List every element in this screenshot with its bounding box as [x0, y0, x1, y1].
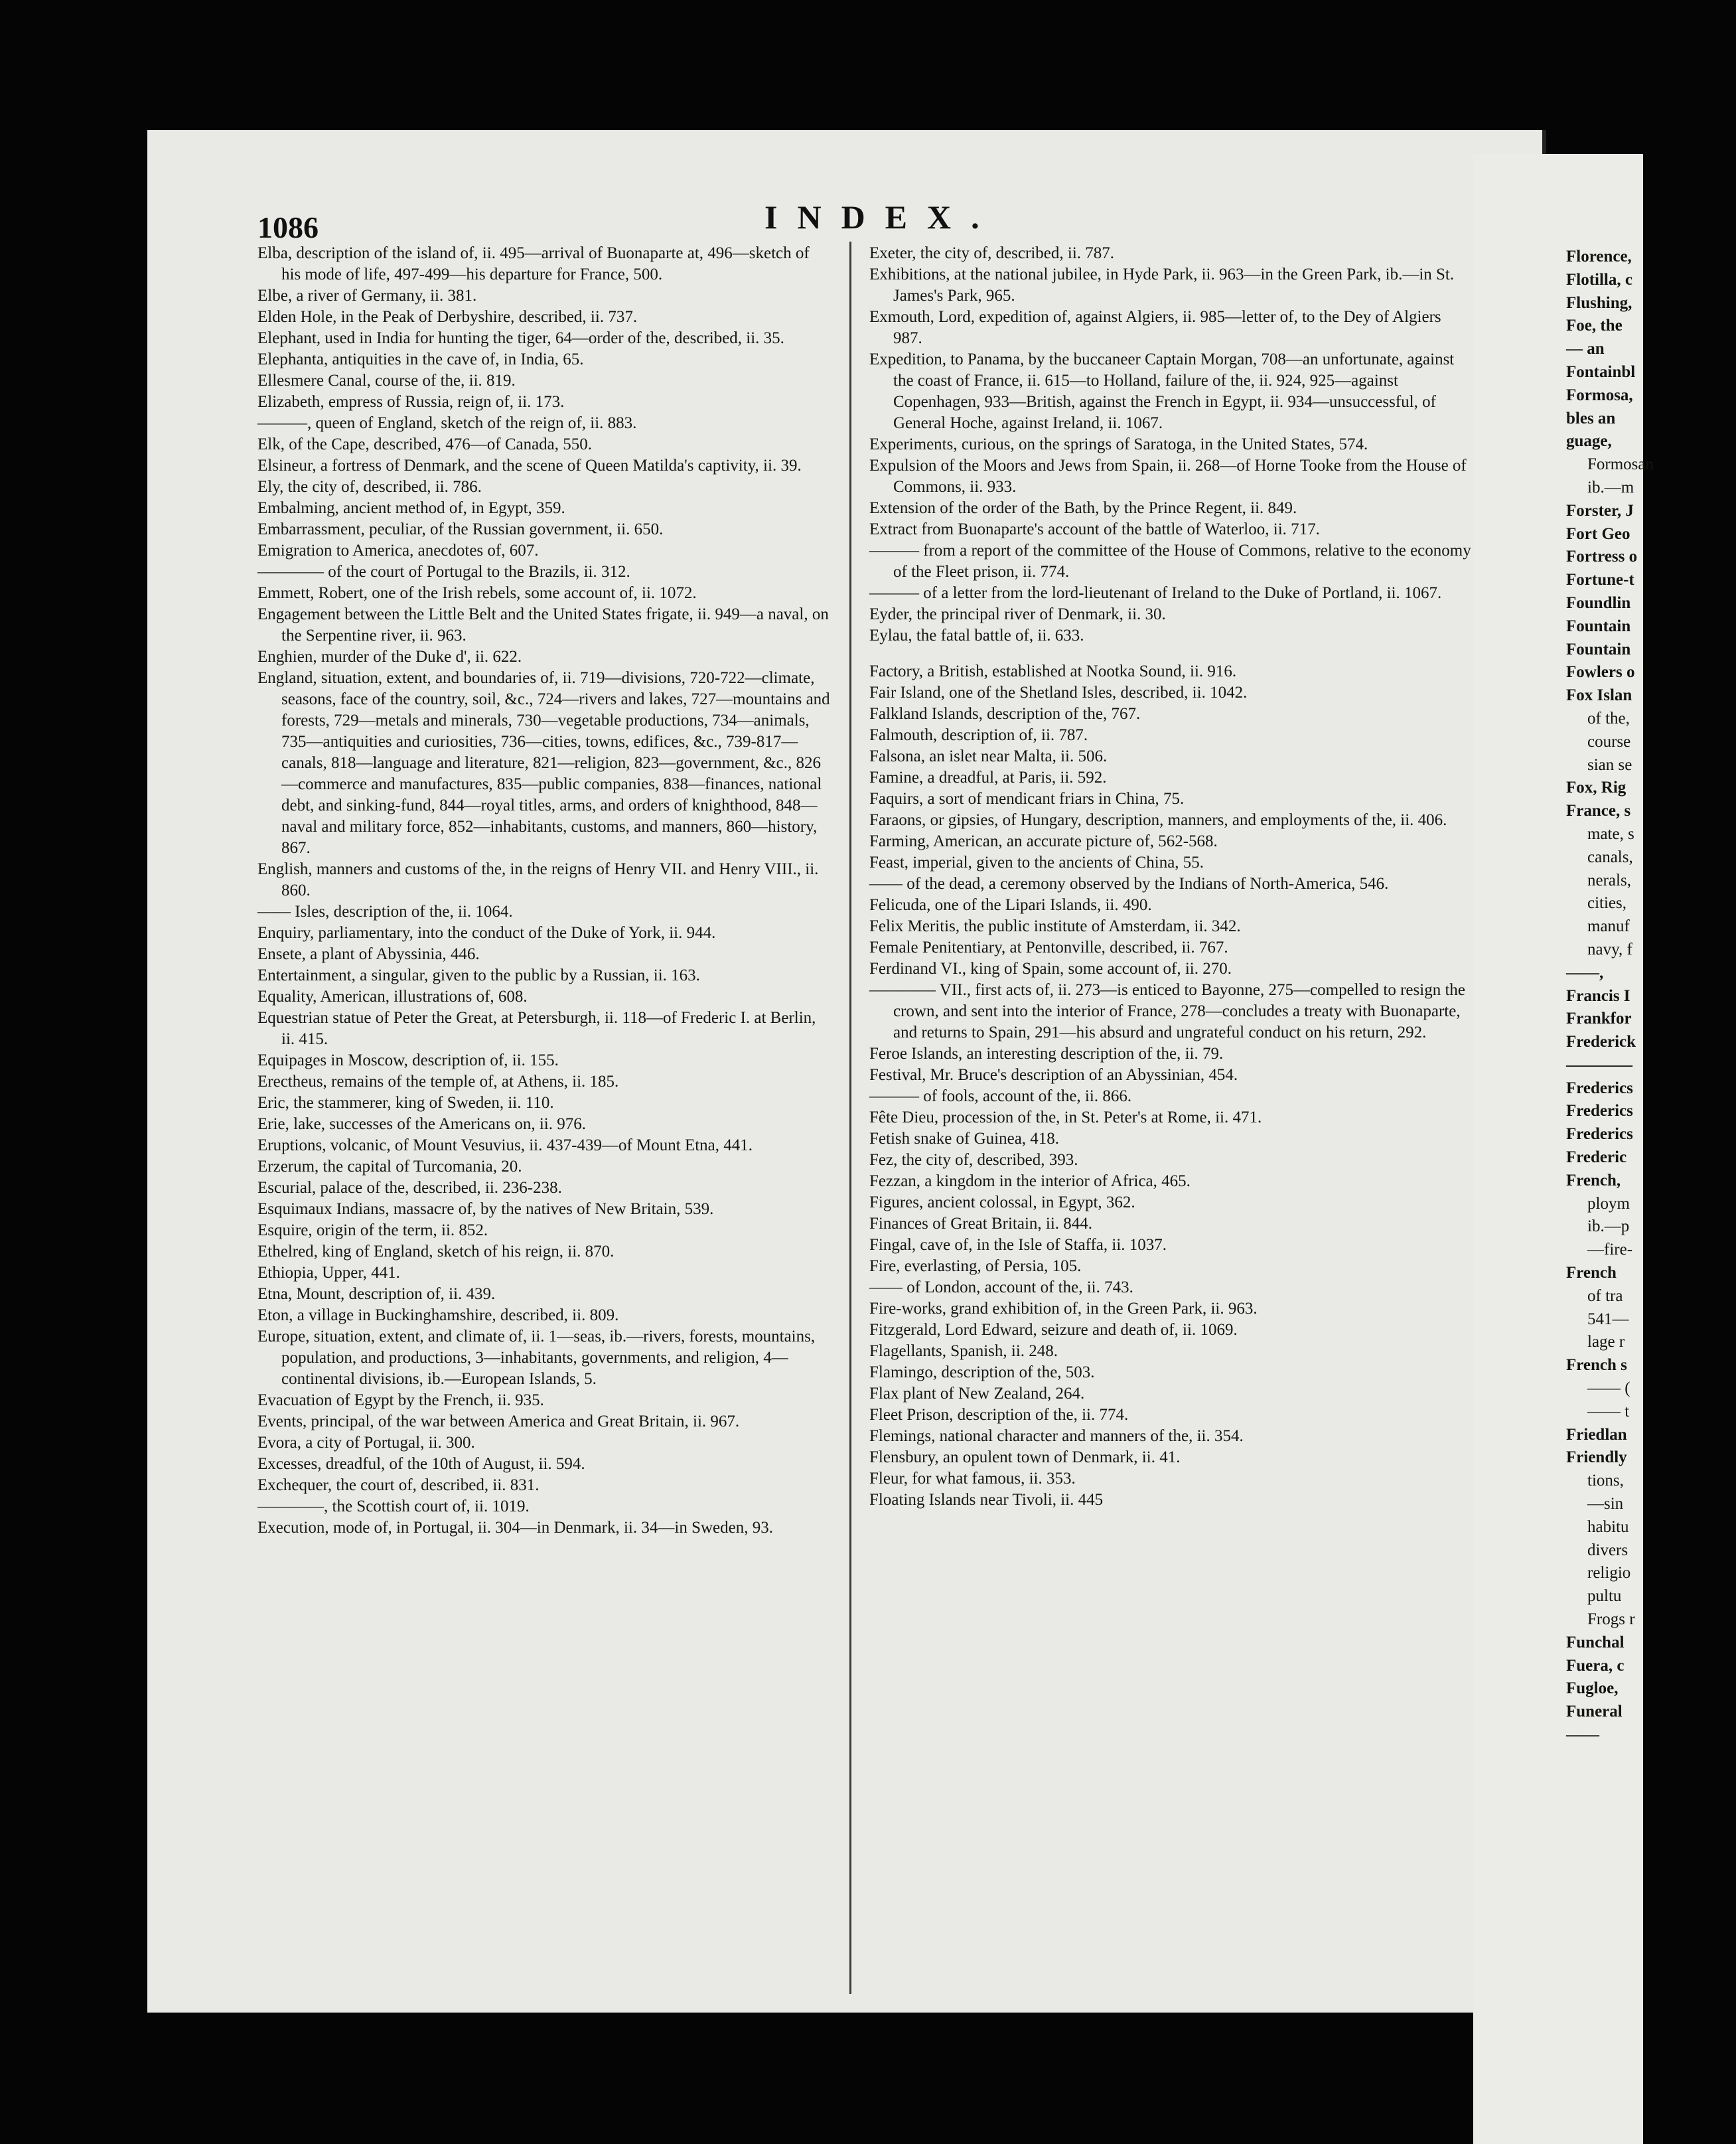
adjacent-entry-fragment: canals, [1587, 848, 1633, 866]
f-entries [869, 661, 1473, 1511]
index-entry: Famine, a dreadful, at Paris, ii. 592. [869, 769, 1107, 787]
index-entry: Feast, imperial, given to the ancients of China, 55. [869, 854, 1204, 872]
adjacent-entry-fragment: Foundlin [1566, 593, 1631, 612]
index-entry: Elbe, a river of Germany, ii. 381. [257, 287, 477, 305]
adjacent-entry-fragment: Frederics [1566, 1125, 1633, 1144]
adjacent-entry-fragment: —fire- [1587, 1241, 1633, 1259]
adjacent-entry-fragment: ib.—m [1587, 478, 1634, 497]
index-entry: English, manners and customs of the, in the reigns of Henry VII. and Henry VIII., ii. 860. [257, 860, 819, 899]
adjacent-entry-fragment: habitu [1587, 1517, 1629, 1536]
adjacent-entry-fragment: Frederic [1566, 1148, 1627, 1167]
index-entry: Eruptions, volcanic, of Mount Vesuvius, ii. 437-439—of Mount Etna, 441. [257, 1136, 753, 1154]
adjacent-entry-fragment: Fugloe, [1566, 1679, 1619, 1698]
adjacent-entry-fragment: navy, f [1587, 940, 1632, 958]
index-entry: Fire-works, grand exhibition of, in the Green Park, ii. 963. [869, 1300, 1258, 1318]
index-entry: Finances of Great Britain, ii. 844. [869, 1215, 1093, 1233]
index-entry: Escurial, palace of the, described, ii. 236-238. [257, 1179, 562, 1197]
index-entry: Ethiopia, Upper, 441. [257, 1264, 400, 1282]
adjacent-entry-fragment: of tra [1587, 1286, 1623, 1305]
adjacent-entry-fragment: Frankfor [1566, 1010, 1632, 1028]
index-entry: Ensete, a plant of Abyssinia, 446. [257, 945, 480, 963]
index-entry: Elk, of the Cape, described, 476—of Canada, 550. [257, 435, 593, 453]
adjacent-entry-fragment: Fort Geo [1566, 524, 1630, 543]
index-entry: Flamingo, description of the, 503. [869, 1363, 1095, 1381]
index-entry: —— of the dead, a ceremony observed by the Indians of North-America, 546. [869, 875, 1389, 893]
index-entry: Elephanta, antiquities in the cave of, in India, 65. [257, 350, 584, 368]
index-entry: Etna, Mount, description of, ii. 439. [257, 1285, 496, 1303]
adjacent-entry-fragment: Frogs r [1587, 1610, 1635, 1629]
adjacent-entry-fragment: Formosa, [1566, 386, 1633, 404]
index-entry: Falmouth, description of, ii. 787. [869, 726, 1088, 744]
index-entry: Experiments, curious, on the springs of Saratoga, in the United States, 574. [869, 435, 1368, 453]
adjacent-entry-fragment: Francis I [1566, 986, 1630, 1005]
index-entry: Faraons, or gipsies, of Hungary, description, manners, and employments of the, ii. 406. [869, 811, 1447, 829]
index-entry: Evacuation of Egypt by the French, ii. 935. [257, 1391, 544, 1409]
index-entry: Equipages in Moscow, description of, ii. 155. [257, 1051, 559, 1069]
index-entry: —— of London, account of the, ii. 743. [869, 1278, 1133, 1296]
index-entry: Fair Island, one of the Shetland Isles, described, ii. 1042. [869, 684, 1248, 702]
adjacent-entry-fragment: —— ( [1587, 1379, 1630, 1398]
adjacent-entry-fragment: Funeral [1566, 1703, 1623, 1721]
index-entry: Fetish snake of Guinea, 418. [869, 1130, 1060, 1148]
adjacent-entry-fragment: bles an [1566, 409, 1616, 427]
index-entry: Emigration to America, anecdotes of, 607. [257, 542, 539, 560]
adjacent-entry-fragment: Funchal [1566, 1633, 1625, 1651]
index-entry: Embalming, ancient method of, in Egypt, 359. [257, 499, 565, 517]
index-entry: Erectheus, remains of the temple of, at Athens, ii. 185. [257, 1073, 619, 1091]
running-head: INDEX. [764, 198, 999, 236]
adjacent-entry-fragment: course [1587, 732, 1631, 751]
adjacent-entry-fragment: Fox, Rig [1566, 779, 1627, 797]
index-entry: Emmett, Robert, one of the Irish rebels, some account of, ii. 1072. [257, 584, 697, 602]
adjacent-entry-fragment: French, [1566, 1171, 1621, 1189]
index-entry: Feroe Islands, an interesting description of the, ii. 79. [869, 1045, 1224, 1063]
index-entry: England, situation, extent, and boundaries of, ii. 719—divisions, 720-722—climate, seasons, face of the country, soil, &c., 724—rivers and lakes, 727—mountains and forests, 729—metals and minerals, 730—vegetable productions, 734—animals, 735—antiquities and curiosities, 736—cities, towns, edifices, &c., 739-817—canals, 818—language and literature, 821—religion, 823—government, &c., 826—commerce and manufactures, 835—public companies, 838—finances, national debt, and sinking-fund, 844—royal titles, arms, and orders of knighthood, 848—naval and military force, 852—inhabitants, customs, and manners, 860—history, 867. [257, 669, 830, 857]
index-entry: Fête Dieu, procession of the, in St. Peter's at Rome, ii. 471. [869, 1109, 1262, 1126]
adjacent-entry-fragment: cities, [1587, 894, 1627, 913]
index-entry: Flensbury, an opulent town of Denmark, ii. 41. [869, 1448, 1181, 1466]
index-entry: Execution, mode of, in Portugal, ii. 304—in Denmark, ii. 34—in Sweden, 93. [257, 1519, 773, 1537]
adjacent-entry-fragment: —— t [1587, 1402, 1630, 1420]
index-entry: ——— of a letter from the lord-lieutenant of Ireland to the Duke of Portland, ii. 1067. [869, 584, 1442, 602]
index-entry: Felix Meritis, the public institute of Amsterdam, ii. 342. [869, 917, 1241, 935]
adjacent-entry-fragment: Friedlan [1566, 1425, 1627, 1444]
index-entry: Exhibitions, at the national jubilee, in Hyde Park, ii. 963—in the Green Park, ib.—in St. James's Park, 965. [869, 266, 1455, 305]
adjacent-entry-fragment: — an [1566, 340, 1605, 358]
index-entry: Fleet Prison, description of the, ii. 774. [869, 1406, 1129, 1424]
page-number: 1086 [257, 210, 319, 244]
adjacent-entry-fragment: —— [1566, 1726, 1599, 1744]
index-entry: Fitzgerald, Lord Edward, seizure and death of, ii. 1069. [869, 1321, 1238, 1339]
index-entry: Enquiry, parliamentary, into the conduct of the Duke of York, ii. 944. [257, 924, 716, 942]
index-entry: Equality, American, illustrations of, 608. [257, 988, 528, 1006]
index-entry: Elsineur, a fortress of Denmark, and the scene of Queen Matilda's captivity, ii. 39. [257, 457, 802, 475]
index-entry: Equestrian statue of Peter the Great, at Petersburgh, ii. 118—of Frederic I. at Berlin, ii. 415. [257, 1009, 816, 1048]
adjacent-entry-fragment: Friendly [1566, 1448, 1627, 1467]
adjacent-entry-fragment: Fortress o [1566, 548, 1638, 566]
index-entry: Exmouth, Lord, expedition of, against Algiers, ii. 985—letter of, to the Dey of Algiers 987. [869, 308, 1441, 347]
index-entry: ———— VII., first acts of, ii. 273—is enticed to Bayonne, 275—compelled to resign the crown, and sent into the interior of France, 278—concludes a treaty with Buonaparte, and returns to Spain, 291—his absurd and ungrateful conduct on his return, 292. [869, 981, 1465, 1041]
index-entry: Elephant, used in India for hunting the tiger, 64—order of the, described, ii. 35. [257, 329, 784, 347]
adjacent-entry-fragment: Fountain [1566, 617, 1631, 635]
index-entry: Female Penitentiary, at Pentonville, described, ii. 767. [869, 939, 1228, 957]
adjacent-entry-fragment: Fortune-t [1566, 571, 1634, 589]
adjacent-entry-fragment: lage r [1587, 1333, 1625, 1351]
right-column [869, 243, 1473, 1511]
index-entry: Fezzan, a kingdom in the interior of Africa, 465. [869, 1172, 1191, 1190]
index-entry: ——— from a report of the committee of the House of Commons, relative to the economy of the Fleet prison, ii. 774. [869, 542, 1471, 581]
adjacent-entry-fragment: French [1566, 1264, 1617, 1282]
adjacent-entry-fragment: France, s [1566, 802, 1631, 820]
letter-gap [869, 647, 1473, 661]
adjacent-entry-fragment: Flushing, [1566, 293, 1632, 312]
index-entry: Eyder, the principal river of Denmark, ii. 30. [869, 605, 1166, 623]
adjacent-page-fragment [1473, 154, 1654, 2144]
index-entry: Erzerum, the capital of Turcomania, 20. [257, 1158, 522, 1176]
adjacent-entry-fragment: ib.—p [1587, 1217, 1630, 1236]
index-entry: Ellesmere Canal, course of the, ii. 819. [257, 372, 516, 390]
index-entry: Extension of the order of the Bath, by the Prince Regent, ii. 849. [869, 499, 1297, 517]
adjacent-entry-fragment: Florence, [1566, 248, 1632, 266]
index-entry: Eric, the stammerer, king of Sweden, ii. 110. [257, 1094, 554, 1112]
index-entry: Flax plant of New Zealand, 264. [869, 1385, 1085, 1403]
index-entry: Falsona, an islet near Malta, ii. 506. [869, 747, 1108, 765]
adjacent-entry-fragment: of the, [1587, 709, 1630, 727]
index-entry: Extract from Buonaparte's account of the battle of Waterloo, ii. 717. [869, 520, 1320, 538]
index-entry: Expedition, to Panama, by the buccaneer Captain Morgan, 708—an unfortunate, against the coast of France, ii. 615—to Holland, failure of the, ii. 924, 925—against Copenhagen, 933—British, against the French in Egypt, ii. 934—unsuccessful, of General Hoche, against Ireland, ii. 1067. [869, 350, 1455, 432]
index-entry: Felicuda, one of the Lipari Islands, ii. 490. [869, 896, 1152, 914]
adjacent-entry-fragment: ploym [1587, 1194, 1630, 1213]
adjacent-entry-fragment: nerals, [1587, 871, 1631, 889]
index-entry: Expulsion of the Moors and Jews from Spain, ii. 268—of Horne Tooke from the House of Commons, ii. 933. [869, 457, 1467, 496]
index-entry: Ely, the city of, described, ii. 786. [257, 478, 482, 496]
adjacent-entry-fragment: —sin [1587, 1495, 1624, 1513]
index-entry: Eton, a village in Buckinghamshire, described, ii. 809. [257, 1306, 619, 1324]
index-entry: Elba, description of the island of, ii. 495—arrival of Buonaparte at, 496—sketch of his mode of life, 497-499—his departure for France, 500. [257, 244, 810, 283]
index-entry: Fire, everlasting, of Persia, 105. [869, 1257, 1082, 1275]
adjacent-entry-fragment: Frederics [1566, 1079, 1633, 1097]
index-entry: Farming, American, an accurate picture of, 562-568. [869, 832, 1218, 850]
index-entry: Fingal, cave of, in the Isle of Staffa, ii. 1037. [869, 1236, 1167, 1254]
index-entry: Figures, ancient colossal, in Egypt, 362. [869, 1193, 1135, 1211]
adjacent-entry-fragment: mate, s [1587, 824, 1634, 843]
index-entry: Erie, lake, successes of the Americans on, ii. 976. [257, 1115, 586, 1133]
adjacent-entry-fragment: Forster, J [1566, 501, 1634, 520]
adjacent-entry-fragment: Foe, the [1566, 317, 1623, 335]
index-entry: —— Isles, description of the, ii. 1064. [257, 903, 513, 921]
index-entry: Esquire, origin of the term, ii. 852. [257, 1221, 488, 1239]
adjacent-entry-fragment: guage, [1566, 432, 1612, 451]
index-entry: Eylau, the fatal battle of, ii. 633. [869, 627, 1084, 645]
adjacent-entry-fragment: Flotilla, c [1566, 270, 1632, 289]
index-entry: Excesses, dreadful, of the 10th of August, ii. 594. [257, 1455, 585, 1473]
index-entry: Factory, a British, established at Nootka Sound, ii. 916. [869, 662, 1237, 680]
index-entry: Flagellants, Spanish, ii. 248. [869, 1342, 1058, 1360]
adjacent-entry-fragment: tions, [1587, 1472, 1624, 1490]
adjacent-entry-fragment: Fountain [1566, 640, 1631, 658]
index-entry: Embarrassment, peculiar, of the Russian government, ii. 650. [257, 520, 664, 538]
index-entry: Exchequer, the court of, described, ii. 831. [257, 1476, 540, 1494]
adjacent-entry-fragment: ——, [1566, 963, 1604, 982]
adjacent-entry-fragment: Frederick [1566, 1033, 1636, 1051]
adjacent-entry-fragment: French s [1566, 1356, 1627, 1375]
index-entry: ——— of fools, account of the, ii. 866. [869, 1087, 1132, 1105]
index-entry: Evora, a city of Portugal, ii. 300. [257, 1434, 475, 1452]
index-entry: Fez, the city of, described, 393. [869, 1151, 1078, 1169]
adjacent-entry-fragment: Fuera, c [1566, 1656, 1625, 1675]
index-entry: Faquirs, a sort of mendicant friars in China, 75. [869, 790, 1185, 808]
column-divider [849, 242, 851, 1994]
adjacent-entry-fragment: manuf [1587, 917, 1630, 936]
adjacent-entry-fragment: Formosan [1587, 455, 1654, 474]
index-entry: ———— of the court of Portugal to the Brazils, ii. 312. [257, 563, 630, 581]
index-entry: ————, the Scottish court of, ii. 1019. [257, 1497, 530, 1515]
adjacent-entry-fragment: Fowlers o [1566, 663, 1635, 682]
adjacent-entry-fragment: ———— [1566, 1055, 1632, 1074]
adjacent-entry-fragment: sian se [1587, 755, 1632, 774]
index-entry: Elizabeth, empress of Russia, reign of, ii. 173. [257, 393, 565, 411]
index-entry: Ferdinand VI., king of Spain, some account of, ii. 270. [869, 960, 1232, 978]
index-entry: Enghien, murder of the Duke d', ii. 622. [257, 648, 522, 666]
index-entry: Engagement between the Little Belt and the United States frigate, ii. 949—a naval, on the Serpentine river, ii. 963. [257, 605, 829, 645]
index-entry: Falkland Islands, description of the, 767. [869, 705, 1141, 723]
index-entry: Esquimaux Indians, massacre of, by the natives of New Britain, 539. [257, 1200, 714, 1218]
index-entry: Floating Islands near Tivoli, ii. 445 [869, 1491, 1104, 1509]
index-entry: Ethelred, king of England, sketch of his reign, ii. 870. [257, 1243, 615, 1261]
index-entry: Events, principal, of the war between America and Great Britain, ii. 967. [257, 1413, 740, 1430]
adjacent-entry-fragment: divers [1587, 1541, 1628, 1559]
index-entry: Elden Hole, in the Peak of Derbyshire, described, ii. 737. [257, 308, 638, 326]
index-page [147, 130, 1546, 2013]
adjacent-entry-fragment: Fontainbl [1566, 362, 1636, 381]
index-entry: Flemings, national character and manners of the, ii. 354. [869, 1427, 1244, 1445]
left-column [257, 243, 832, 1539]
index-entry: Fleur, for what famous, ii. 353. [869, 1470, 1076, 1488]
index-entry: Exeter, the city of, described, ii. 787. [869, 244, 1115, 262]
index-entry: Europe, situation, extent, and climate of, ii. 1—seas, ib.—rivers, forests, mountains, population, and productions, 3—inhabitants, governments, and religion, 4—continental divisions, ib.—European Islands, 5. [257, 1328, 816, 1388]
index-entry: Entertainment, a singular, given to the public by a Russian, ii. 163. [257, 966, 700, 984]
e-entries [869, 243, 1473, 647]
adjacent-entry-fragment: religio [1587, 1564, 1631, 1582]
index-entry: Festival, Mr. Bruce's description of an Abyssinian, 454. [869, 1066, 1238, 1084]
index-entry: ———, queen of England, sketch of the reign of, ii. 883. [257, 414, 637, 432]
adjacent-entry-fragment: Frederics [1566, 1102, 1633, 1120]
adjacent-entry-fragment: 541— [1587, 1310, 1629, 1328]
adjacent-entry-fragment: pultu [1587, 1587, 1622, 1606]
adjacent-entry-fragment: Fox Islan [1566, 686, 1632, 705]
